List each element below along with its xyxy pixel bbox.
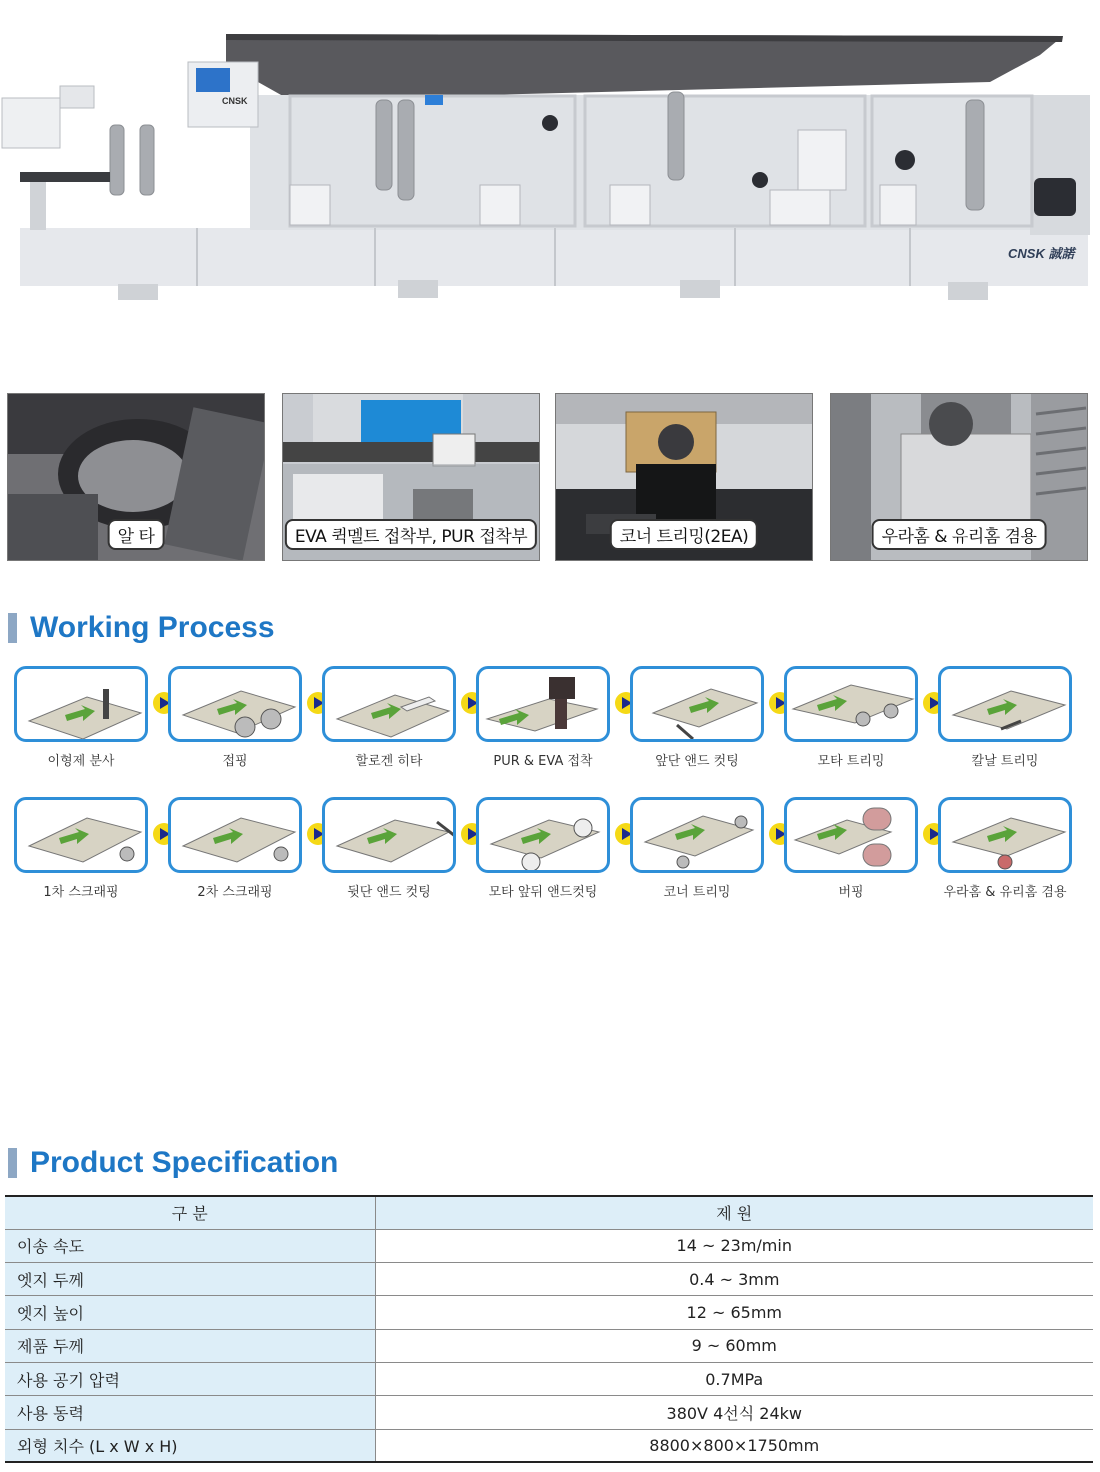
blade-trimming-icon [941,669,1072,742]
heading-bar [8,613,17,643]
edge-bander-machine-illustration [0,0,1100,320]
table-row [5,1396,1093,1429]
table-row [5,1296,1093,1329]
spec-value: 380V 4선식 24kw [375,1396,1093,1429]
detail-photo-strip [7,393,1089,561]
motor-trimming-icon [787,669,918,742]
spec-key: 외형 치수 (L x W x H) [5,1429,375,1462]
table-row [5,1229,1093,1262]
process-step-label: 모타 트리밍 [817,754,885,769]
spec-table-header [5,1196,1093,1229]
spec-key: 엣지 두께 [5,1263,375,1296]
photo-caption: 알 타 [108,519,165,550]
process-step [938,666,1072,769]
process-step-label: PUR & EVA 접착 [493,754,593,769]
spec-value: 8800×800×1750mm [375,1429,1093,1462]
process-step [476,797,610,900]
process-step-label: 접핑 [222,754,248,769]
process-step [630,797,764,900]
motor-end-cutting-icon [479,800,610,873]
spec-value: 0.4 ~ 3mm [375,1263,1093,1296]
spec-value: 12 ~ 65mm [375,1296,1093,1329]
working-process-heading [8,611,275,645]
spec-header-value: 제 원 [375,1196,1093,1229]
process-step-label: 1차 스크래핑 [43,885,119,900]
working-process-title: Working Process [30,611,275,644]
spec-value: 9 ~ 60mm [375,1329,1093,1362]
scraping-2-icon [171,800,302,873]
product-specification-heading [8,1146,338,1180]
release-agent-spray-icon [17,669,148,742]
process-step [784,797,918,900]
process-step-label: 코너 트리밍 [663,885,731,900]
heading-bar [8,1148,17,1178]
brand-logo-text: CNSK 誠諾 [1008,246,1075,261]
panel-logo-text: CNSK [222,96,248,106]
scraping-1-icon [17,800,148,873]
buffing-icon [787,800,918,873]
photo-caption: EVA 퀵멜트 접착부, PUR 접착부 [285,519,537,550]
halogen-heater-icon [325,669,456,742]
photo-grooving-saw [830,393,1088,561]
spec-value: 14 ~ 23m/min [375,1229,1093,1262]
pre-milling-icon [171,669,302,742]
process-step-label: 할로겐 히타 [355,754,423,769]
rear-end-cutting-icon [325,800,456,873]
process-step [14,666,148,769]
spec-key: 이송 속도 [5,1229,375,1262]
process-step-label: 우라홈 & 유리홈 겸용 [943,885,1067,900]
spec-value: 0.7MPa [375,1362,1093,1395]
photo-corner-trimming [555,393,813,561]
process-step-label: 이형제 분사 [47,754,115,769]
process-step-label: 칼날 트리밍 [971,754,1039,769]
grooving-icon [941,800,1072,873]
process-step [322,797,456,900]
spec-key: 사용 동력 [5,1396,375,1429]
process-step [168,797,302,900]
machine-hero-image [0,0,1100,320]
process-step [784,666,918,769]
spec-key: 제품 두께 [5,1329,375,1362]
process-step-label: 뒷단 앤드 컷팅 [347,885,431,900]
process-step [476,666,610,769]
table-row [5,1429,1093,1462]
process-step [630,666,764,769]
spec-key: 엣지 높이 [5,1296,375,1329]
process-step-label: 2차 스크래핑 [197,885,273,900]
front-end-cutting-icon [633,669,764,742]
process-step [168,666,302,769]
process-row-2 [14,797,1074,917]
process-step-label: 앞단 앤드 컷팅 [655,754,739,769]
corner-trimming-icon [633,800,764,873]
photo-caption: 코너 트리밍(2EA) [610,519,758,550]
process-step-label: 모타 앞뒤 앤드컷팅 [488,885,598,900]
spec-table [5,1195,1093,1463]
photo-gluing-unit [7,393,265,561]
product-specification-title: Product Specification [30,1146,339,1179]
process-step [322,666,456,769]
spec-header-key: 구 분 [5,1196,375,1229]
photo-glue-pot [282,393,540,561]
process-step [14,797,148,900]
process-step-label: 버핑 [838,885,864,900]
table-row [5,1263,1093,1296]
process-row-1 [14,666,1074,786]
process-step [938,797,1072,900]
table-row [5,1329,1093,1362]
spec-key: 사용 공기 압력 [5,1362,375,1395]
photo-caption: 우라홈 & 유리홈 겸용 [872,519,1047,550]
table-row [5,1362,1093,1395]
gluing-icon [479,669,610,742]
